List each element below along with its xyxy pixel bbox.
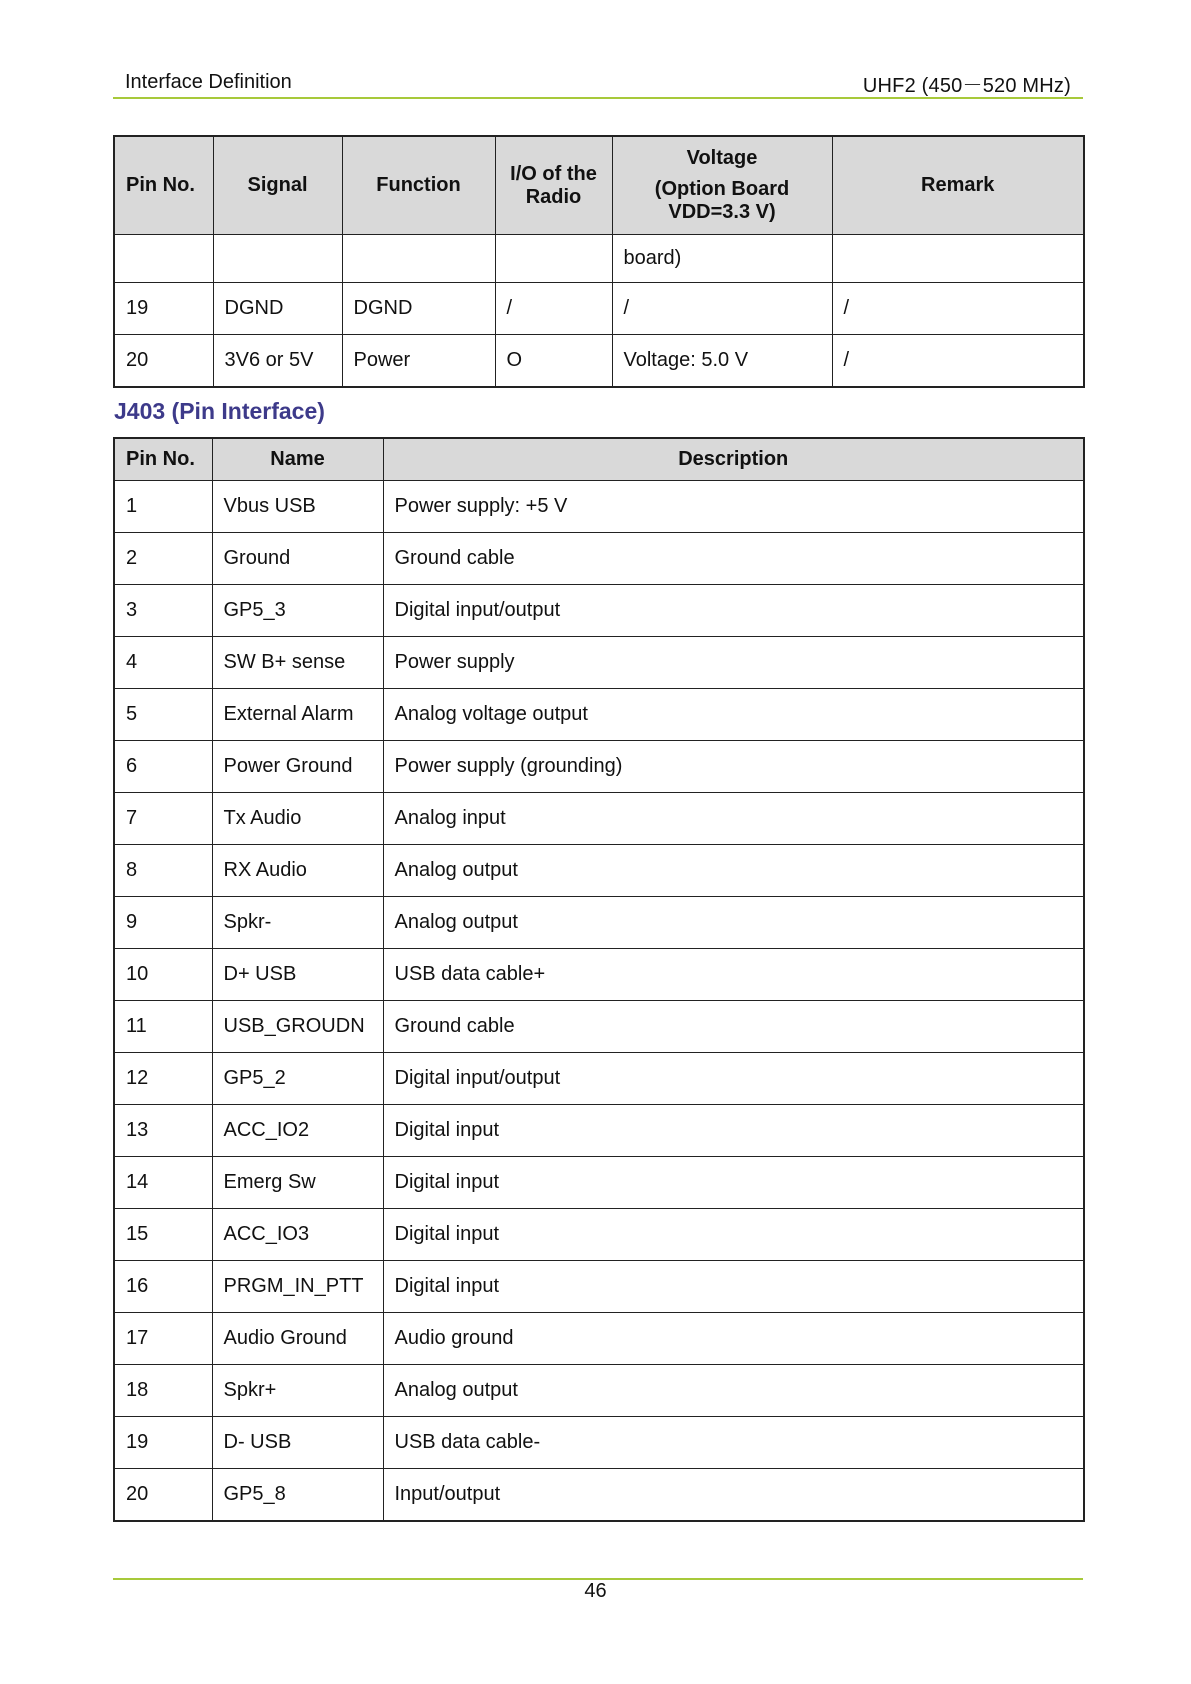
table-row — [114, 1209, 1084, 1261]
cell-description: Digital input — [383, 1157, 1084, 1209]
cell-name: Tx Audio — [212, 793, 383, 845]
cell-voltage: / — [612, 283, 832, 335]
table-row — [114, 1105, 1084, 1157]
pin-interface-table — [113, 437, 1085, 1522]
page-number: 46 — [584, 1580, 607, 1602]
cell-remark — [832, 235, 1084, 283]
cell-name: ACC_IO3 — [212, 1209, 383, 1261]
cell-name: GP5_2 — [212, 1053, 383, 1105]
cell-description: Input/output — [383, 1469, 1084, 1522]
table-row — [114, 1053, 1084, 1105]
table-row — [114, 845, 1084, 897]
signal-table-continued — [113, 135, 1085, 388]
cell-pin-no: 12 — [114, 1053, 212, 1105]
col-signal: Signal — [213, 136, 342, 235]
cell-signal: 3V6 or 5V — [213, 335, 342, 388]
cell-description: Power supply — [383, 637, 1084, 689]
cell-pin-no — [114, 235, 213, 283]
col-voltage-line3: VDD=3.3 V) — [668, 201, 776, 223]
table-row — [114, 283, 1084, 335]
table-row — [114, 637, 1084, 689]
cell-signal: DGND — [213, 283, 342, 335]
table-row — [114, 1001, 1084, 1053]
cell-name: D+ USB — [212, 949, 383, 1001]
cell-name: USB_GROUDN — [212, 1001, 383, 1053]
cell-description: Digital input — [383, 1105, 1084, 1157]
cell-name: ACC_IO2 — [212, 1105, 383, 1157]
table-row — [114, 533, 1084, 585]
cell-voltage: Voltage: 5.0 V — [612, 335, 832, 388]
cell-name: Spkr+ — [212, 1365, 383, 1417]
table-row — [114, 1157, 1084, 1209]
cell-description: Analog output — [383, 1365, 1084, 1417]
cell-description: Analog output — [383, 845, 1084, 897]
cell-pin-no: 3 — [114, 585, 212, 637]
cell-description: Analog output — [383, 897, 1084, 949]
table-row — [114, 481, 1084, 533]
cell-name: GP5_3 — [212, 585, 383, 637]
cell-pin-no: 9 — [114, 897, 212, 949]
cell-function: DGND — [342, 283, 495, 335]
cell-description: Ground cable — [383, 1001, 1084, 1053]
cell-name: SW B+ sense — [212, 637, 383, 689]
cell-pin-no: 7 — [114, 793, 212, 845]
cell-description: Audio ground — [383, 1313, 1084, 1365]
cell-pin-no: 1 — [114, 481, 212, 533]
cell-description: USB data cable- — [383, 1417, 1084, 1469]
cell-voltage: board) — [612, 235, 832, 283]
cell-pin-no: 4 — [114, 637, 212, 689]
header-model-name: UHF2 (450－520 MHz) — [862, 75, 1071, 97]
cell-pin-no: 20 — [114, 335, 213, 388]
cell-pin-no: 13 — [114, 1105, 212, 1157]
cell-description: Ground cable — [383, 533, 1084, 585]
col-function: Function — [342, 136, 495, 235]
table-row — [114, 235, 1084, 283]
cell-pin-no: 6 — [114, 741, 212, 793]
cell-function: Power — [342, 335, 495, 388]
col-io-line2: Radio — [525, 185, 582, 208]
col-io-line1: I/O of the — [510, 162, 597, 185]
cell-name: D- USB — [212, 1417, 383, 1469]
cell-name: GP5_8 — [212, 1469, 383, 1522]
cell-io: O — [495, 335, 612, 388]
col-description: Description — [383, 438, 1084, 481]
cell-description: Digital input/output — [383, 1053, 1084, 1105]
cell-name: Vbus USB — [212, 481, 383, 533]
cell-io — [495, 235, 612, 283]
cell-name: Audio Ground — [212, 1313, 383, 1365]
table-row — [114, 585, 1084, 637]
col-pin-no: Pin No. — [114, 136, 213, 235]
col-pin-no: Pin No. — [114, 438, 212, 481]
cell-pin-no: 18 — [114, 1365, 212, 1417]
cell-description: Power supply: +5 V — [383, 481, 1084, 533]
cell-description: Digital input — [383, 1261, 1084, 1313]
cell-pin-no: 11 — [114, 1001, 212, 1053]
cell-pin-no: 5 — [114, 689, 212, 741]
cell-pin-no: 19 — [114, 283, 213, 335]
table-row — [114, 793, 1084, 845]
cell-description: Digital input/output — [383, 585, 1084, 637]
table-row — [114, 1313, 1084, 1365]
cell-pin-no: 15 — [114, 1209, 212, 1261]
cell-description: Analog input — [383, 793, 1084, 845]
col-voltage-line2: (Option Board — [654, 178, 790, 200]
table-row — [114, 1469, 1084, 1522]
table-row — [114, 949, 1084, 1001]
cell-description: Digital input — [383, 1209, 1084, 1261]
cell-description: Power supply (grounding) — [383, 741, 1084, 793]
col-remark: Remark — [832, 136, 1084, 235]
col-io — [495, 136, 612, 235]
cell-pin-no: 16 — [114, 1261, 212, 1313]
table-row — [114, 689, 1084, 741]
header-section-name: Interface Definition — [125, 71, 292, 93]
col-name: Name — [212, 438, 383, 481]
cell-pin-no: 10 — [114, 949, 212, 1001]
cell-description: Analog voltage output — [383, 689, 1084, 741]
cell-io: / — [495, 283, 612, 335]
cell-function — [342, 235, 495, 283]
page-header — [113, 66, 1083, 99]
cell-pin-no: 17 — [114, 1313, 212, 1365]
cell-signal — [213, 235, 342, 283]
table-row — [114, 1417, 1084, 1469]
cell-pin-no: 20 — [114, 1469, 212, 1522]
table-row — [114, 335, 1084, 388]
table-row — [114, 897, 1084, 949]
section-title: J403 (Pin Interface) — [114, 398, 325, 424]
cell-pin-no: 8 — [114, 845, 212, 897]
table-row — [114, 1365, 1084, 1417]
cell-remark: / — [832, 335, 1084, 388]
cell-name: Emerg Sw — [212, 1157, 383, 1209]
table-row — [114, 1261, 1084, 1313]
cell-pin-no: 19 — [114, 1417, 212, 1469]
cell-name: Spkr- — [212, 897, 383, 949]
cell-name: Ground — [212, 533, 383, 585]
table-row — [114, 741, 1084, 793]
cell-name: External Alarm — [212, 689, 383, 741]
col-voltage-line1: Voltage — [686, 147, 758, 169]
col-voltage — [612, 136, 832, 235]
cell-description: USB data cable+ — [383, 949, 1084, 1001]
cell-remark: / — [832, 283, 1084, 335]
cell-name: RX Audio — [212, 845, 383, 897]
cell-pin-no: 14 — [114, 1157, 212, 1209]
cell-name: PRGM_IN_PTT — [212, 1261, 383, 1313]
table-header-row — [114, 438, 1084, 481]
cell-name: Power Ground — [212, 741, 383, 793]
cell-pin-no: 2 — [114, 533, 212, 585]
table-header-row — [114, 136, 1084, 235]
